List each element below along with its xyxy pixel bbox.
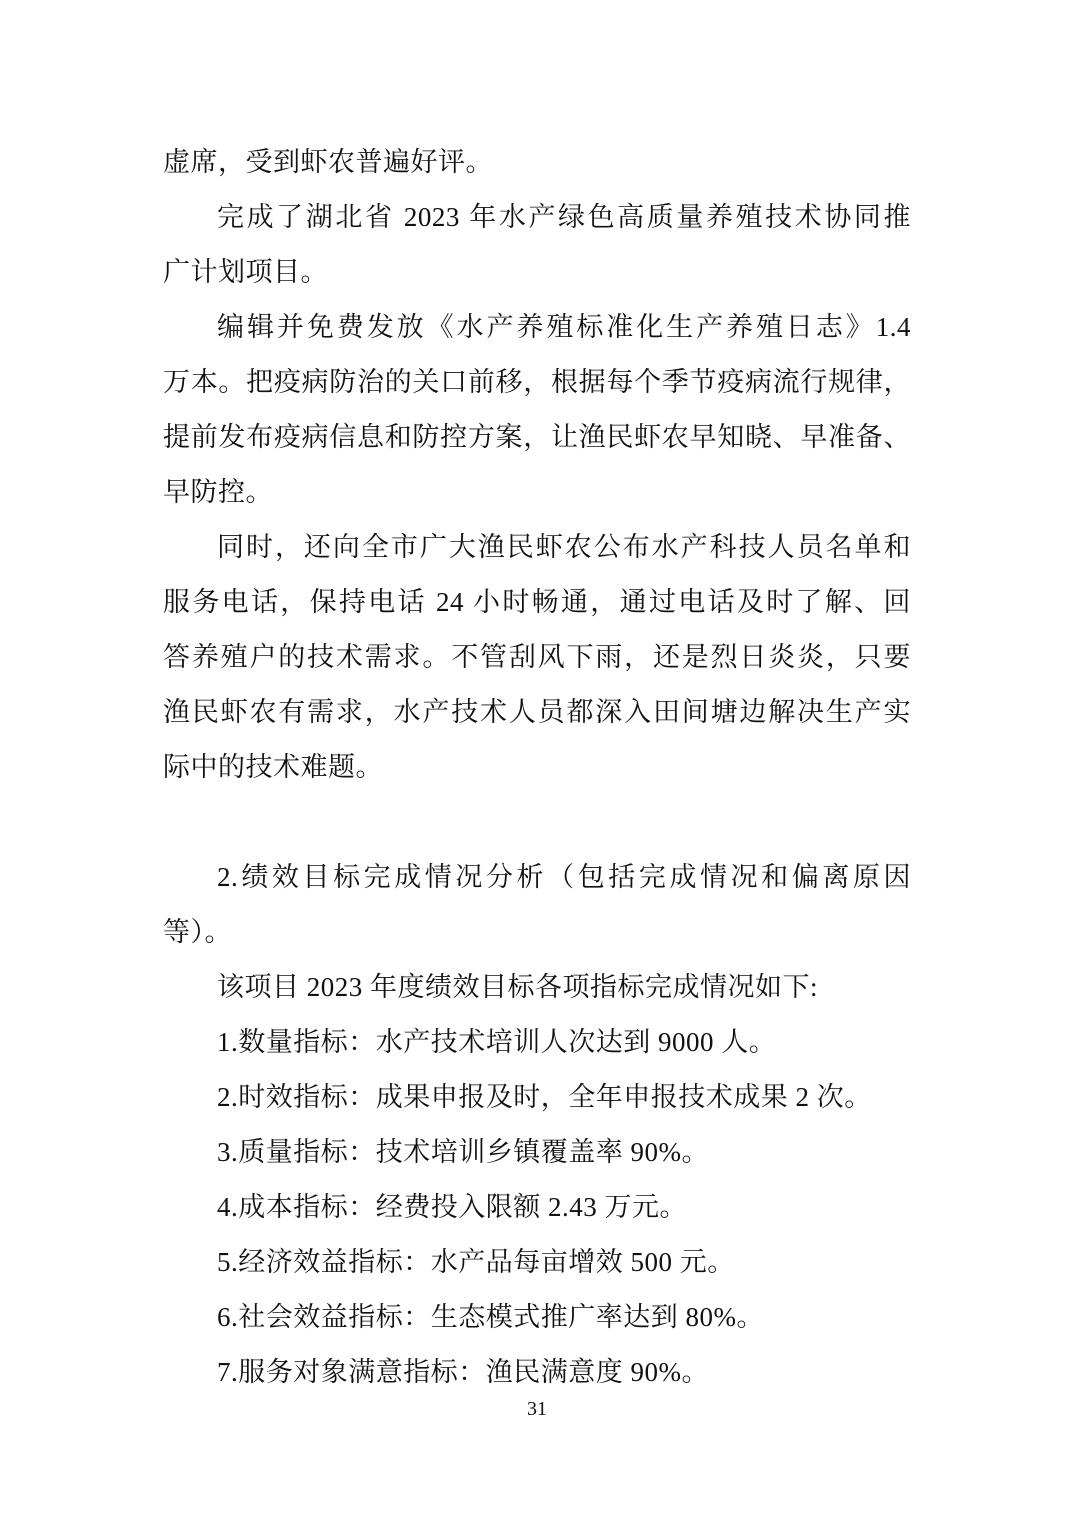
text-line: 服务电话，保持电话 24 小时畅通，通过电话及时了解、回 (163, 587, 911, 617)
list-item-line: 4.成本指标：经费投入限额 2.43 万元。 (217, 1192, 687, 1222)
section-heading-line: 等）。 (163, 917, 232, 947)
list-item-line: 1.数量指标：水产技术培训人次达到 9000 人。 (217, 1027, 777, 1057)
text-line: 提前发布疫病信息和防控方案，让渔民虾农早知晓、早准备、 (163, 422, 911, 452)
text-line: 编辑并免费发放《水产养殖标准化生产养殖日志》1.4 (217, 312, 911, 342)
text-line: 早防控。 (163, 477, 273, 507)
text-line: 同时，还向全市广大渔民虾农公布水产科技人员名单和 (217, 532, 911, 562)
text-line: 完成了湖北省 2023 年水产绿色高质量养殖技术协同推 (217, 202, 911, 232)
section-heading-line: 2.绩效目标完成情况分析（包括完成情况和偏离原因 (217, 862, 911, 892)
text-line: 该项目 2023 年度绩效目标各项指标完成情况如下: (217, 972, 819, 1002)
list-item-line: 5.经济效益指标：水产品每亩增效 500 元。 (217, 1247, 735, 1277)
text-block (163, 135, 911, 1400)
page-number: 31 (527, 1398, 547, 1420)
blank-line (163, 795, 911, 850)
list-item-line: 7.服务对象满意指标：渔民满意度 90%。 (217, 1357, 709, 1387)
list-item-line: 6.社会效益指标：生态模式推广率达到 80%。 (217, 1302, 764, 1332)
text-line: 答养殖户的技术需求。不管刮风下雨，还是烈日炎炎，只要 (163, 642, 911, 672)
text-line: 广计划项目。 (163, 257, 328, 287)
text-line: 际中的技术难题。 (163, 752, 383, 782)
text-line: 虚席，受到虾农普遍好评。 (163, 147, 493, 177)
list-item-line: 3.质量指标：技术培训乡镇覆盖率 90%。 (217, 1137, 709, 1167)
list-item-line: 2.时效指标：成果申报及时，全年申报技术成果 2 次。 (217, 1082, 872, 1112)
text-line: 万本。把疫病防治的关口前移，根据每个季节疫病流行规律， (163, 367, 911, 397)
text-line: 渔民虾农有需求，水产技术人员都深入田间塘边解决生产实 (163, 697, 911, 727)
